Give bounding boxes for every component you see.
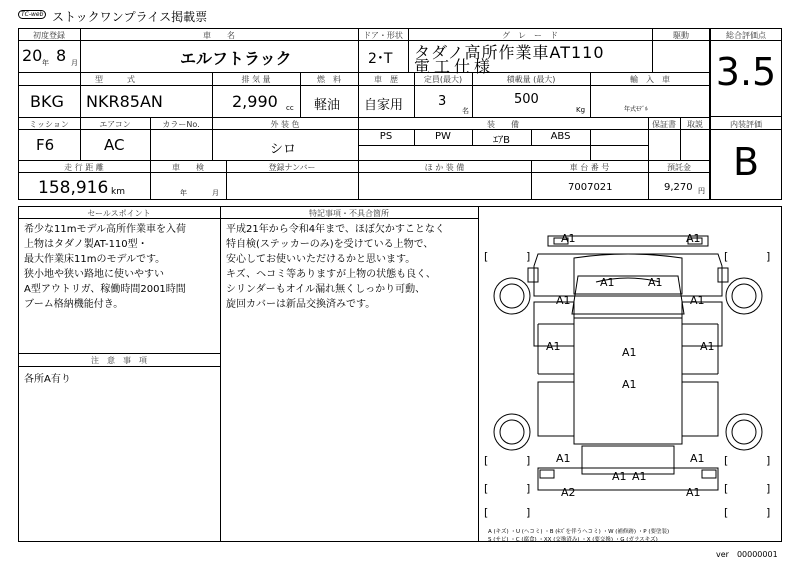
fuel-header: 燃 料	[317, 75, 341, 84]
special-notes-title: 特記事項・不具合箇所	[309, 209, 389, 218]
logo: TC-web	[18, 10, 46, 19]
exterior-header: 外 装 色	[270, 120, 300, 129]
grade-header: グ レ ー ド	[502, 31, 558, 40]
svg-text:]: ]	[526, 250, 531, 263]
svg-text:]: ]	[526, 482, 531, 495]
fuel-value: 軽油	[314, 98, 341, 113]
first-reg-header: 初度登録	[33, 31, 65, 40]
model-value: NKR85AN	[86, 92, 163, 111]
svg-text:]: ]	[766, 482, 771, 495]
mark-bed-top: A1	[622, 346, 637, 359]
insp-year-unit: 年	[180, 189, 187, 197]
mark-front-right: A1	[686, 232, 701, 245]
chassis-value: 7007021	[568, 182, 613, 193]
svg-text:]: ]	[766, 454, 771, 467]
displacement-header: 排 気 量	[241, 75, 271, 84]
cc-unit: cc	[286, 104, 294, 112]
chassis-header: 車 台 番 号	[569, 163, 610, 172]
mark-right-panel: A1	[700, 340, 715, 353]
form-title: ストックワンプライス掲載票	[52, 10, 208, 24]
warranty-header: 保証書	[652, 120, 676, 129]
mileage-value: 158,916	[38, 178, 109, 198]
svg-text:[: [	[724, 482, 729, 495]
mark-left-panel: A1	[546, 340, 561, 353]
reg-year: 20	[22, 46, 43, 65]
svg-text:[: [	[724, 506, 729, 519]
svg-text:[: [	[724, 250, 729, 263]
sales-point-title: セールスポイント	[87, 209, 151, 218]
capacity-unit: 名	[462, 107, 469, 115]
svg-text:[: [	[484, 250, 489, 263]
reg-number-header: 登録ナンバー	[268, 163, 316, 172]
interior-score: B	[732, 140, 760, 184]
import-note: 年式ﾓﾃﾞﾙ	[624, 106, 649, 113]
car-damage-diagram	[478, 206, 782, 542]
svg-text:[: [	[484, 482, 489, 495]
mark-rear-2: A1	[632, 470, 647, 483]
load-unit: Kg	[576, 106, 586, 114]
mileage-header: 走 行 距 離	[64, 163, 104, 172]
mark-rear-right: A1	[690, 452, 705, 465]
svg-text:]: ]	[526, 506, 531, 519]
recycle-header: 預託金	[667, 163, 691, 172]
other-equip-header: ほ か 装 備	[424, 163, 465, 172]
svg-text:[: [	[484, 506, 489, 519]
model-header: 型 式	[95, 75, 135, 84]
aircon-value: AC	[104, 136, 125, 154]
load-value: 500	[514, 92, 539, 107]
manual-header: 取説	[687, 120, 703, 129]
mark-hood-left: A1	[600, 276, 615, 289]
grade-line1: タダノ高所作業車AT110	[414, 43, 605, 62]
svg-text:[: [	[724, 454, 729, 467]
equip-pw: PW	[435, 131, 451, 142]
overall-score: 3.5	[715, 50, 777, 94]
mark-rear-bumper-right: A1	[686, 486, 701, 499]
reg-year-unit: 年	[42, 59, 49, 67]
caution-text: 各所A有り	[24, 374, 71, 385]
model-prefix: BKG	[30, 92, 64, 111]
interior-header: 内装評価	[730, 120, 762, 129]
equip-abs: ABS	[550, 131, 571, 142]
reg-month: 8	[56, 46, 67, 65]
special-notes-text: 平成21年から令和4年まで、ほぼ欠かすことなく 特自検(ステッカーのみ)を受けている上物で、 安心してお使いいただけるかと思います。 キズ、ヘコミ等ありますが上物の状態も良く、 シリンダーもオイル漏れ無くしっかり可動、 旋回カバーは新品交換済みです。	[226, 224, 445, 310]
caution-title: 注 意 事 項	[91, 356, 147, 365]
legend-line-2: S (サビ) ・C (腐食) ・XX (交換済み) ・X (要交換) ・G (ガラスキズ)	[488, 537, 658, 543]
svg-text:]: ]	[766, 506, 771, 519]
mission-value: F6	[36, 136, 55, 154]
car-name-header: 車 名	[203, 31, 235, 40]
mark-front-left: A1	[561, 232, 576, 245]
equip-header: 装 備	[487, 120, 519, 129]
car-name-value: エルフトラック	[180, 49, 292, 68]
color-no-header: カラーNo.	[162, 120, 200, 129]
mark-rear-bumper-left: A2	[561, 486, 576, 499]
color-value: シロ	[270, 142, 297, 157]
capacity-value: 3	[438, 94, 447, 109]
mark-bed-mid: A1	[622, 378, 637, 391]
door-header: ドア・形状	[363, 31, 403, 40]
door-value: 2･T	[368, 51, 393, 67]
reg-month-unit: 月	[71, 59, 78, 67]
displacement-value: 2,990	[232, 92, 278, 111]
equip-airbag: ｴｱB	[493, 135, 510, 146]
inspection-header: 車 検	[172, 163, 204, 172]
km-unit: km	[111, 187, 125, 197]
mark-left-door: A1	[556, 294, 571, 307]
grade-line2: 電工仕様	[414, 57, 495, 76]
version-label: ver 00000001	[716, 550, 778, 559]
drive-header: 駆動	[673, 31, 689, 40]
mark-hood-right: A1	[648, 276, 663, 289]
usage-header: 車 歴	[374, 75, 398, 84]
legend-line-1: A (キズ) ・U (ヘコミ) ・B (ｷｽﾞを伴うヘコミ) ・W (補修跡) ・P (要塗装)	[488, 529, 670, 535]
mission-header: ミッション	[29, 120, 69, 129]
score-header: 総合評価点	[726, 31, 766, 40]
mark-rear-1: A1	[612, 470, 627, 483]
main-frame	[18, 28, 710, 200]
svg-text:]: ]	[766, 250, 771, 263]
mark-rear-left: A1	[556, 452, 571, 465]
equip-ps: PS	[379, 131, 393, 142]
yen-unit: 円	[698, 187, 705, 195]
recycle-value: 9,270	[664, 182, 693, 193]
svg-text:]: ]	[526, 454, 531, 467]
import-header: 輸 入 車	[630, 75, 670, 84]
insp-month-unit: 月	[212, 189, 219, 197]
sales-point-text: 希少な11mモデル高所作業車を入荷 上物はタダノ製AT-110型・ 最大作業床11mのモデルです。 狭小地や狭い路地に使いやすい A型アウトリガ、稼働時間2001時間 ブーム格納機能付き。	[24, 224, 186, 310]
aircon-header: エアコン	[99, 120, 131, 129]
svg-text:[: [	[484, 454, 489, 467]
mark-right-door: A1	[690, 294, 705, 307]
usage-value: 自家用	[364, 98, 404, 113]
load-header: 積載量 (最大)	[506, 75, 556, 84]
capacity-header: 定員(最大)	[423, 75, 463, 84]
